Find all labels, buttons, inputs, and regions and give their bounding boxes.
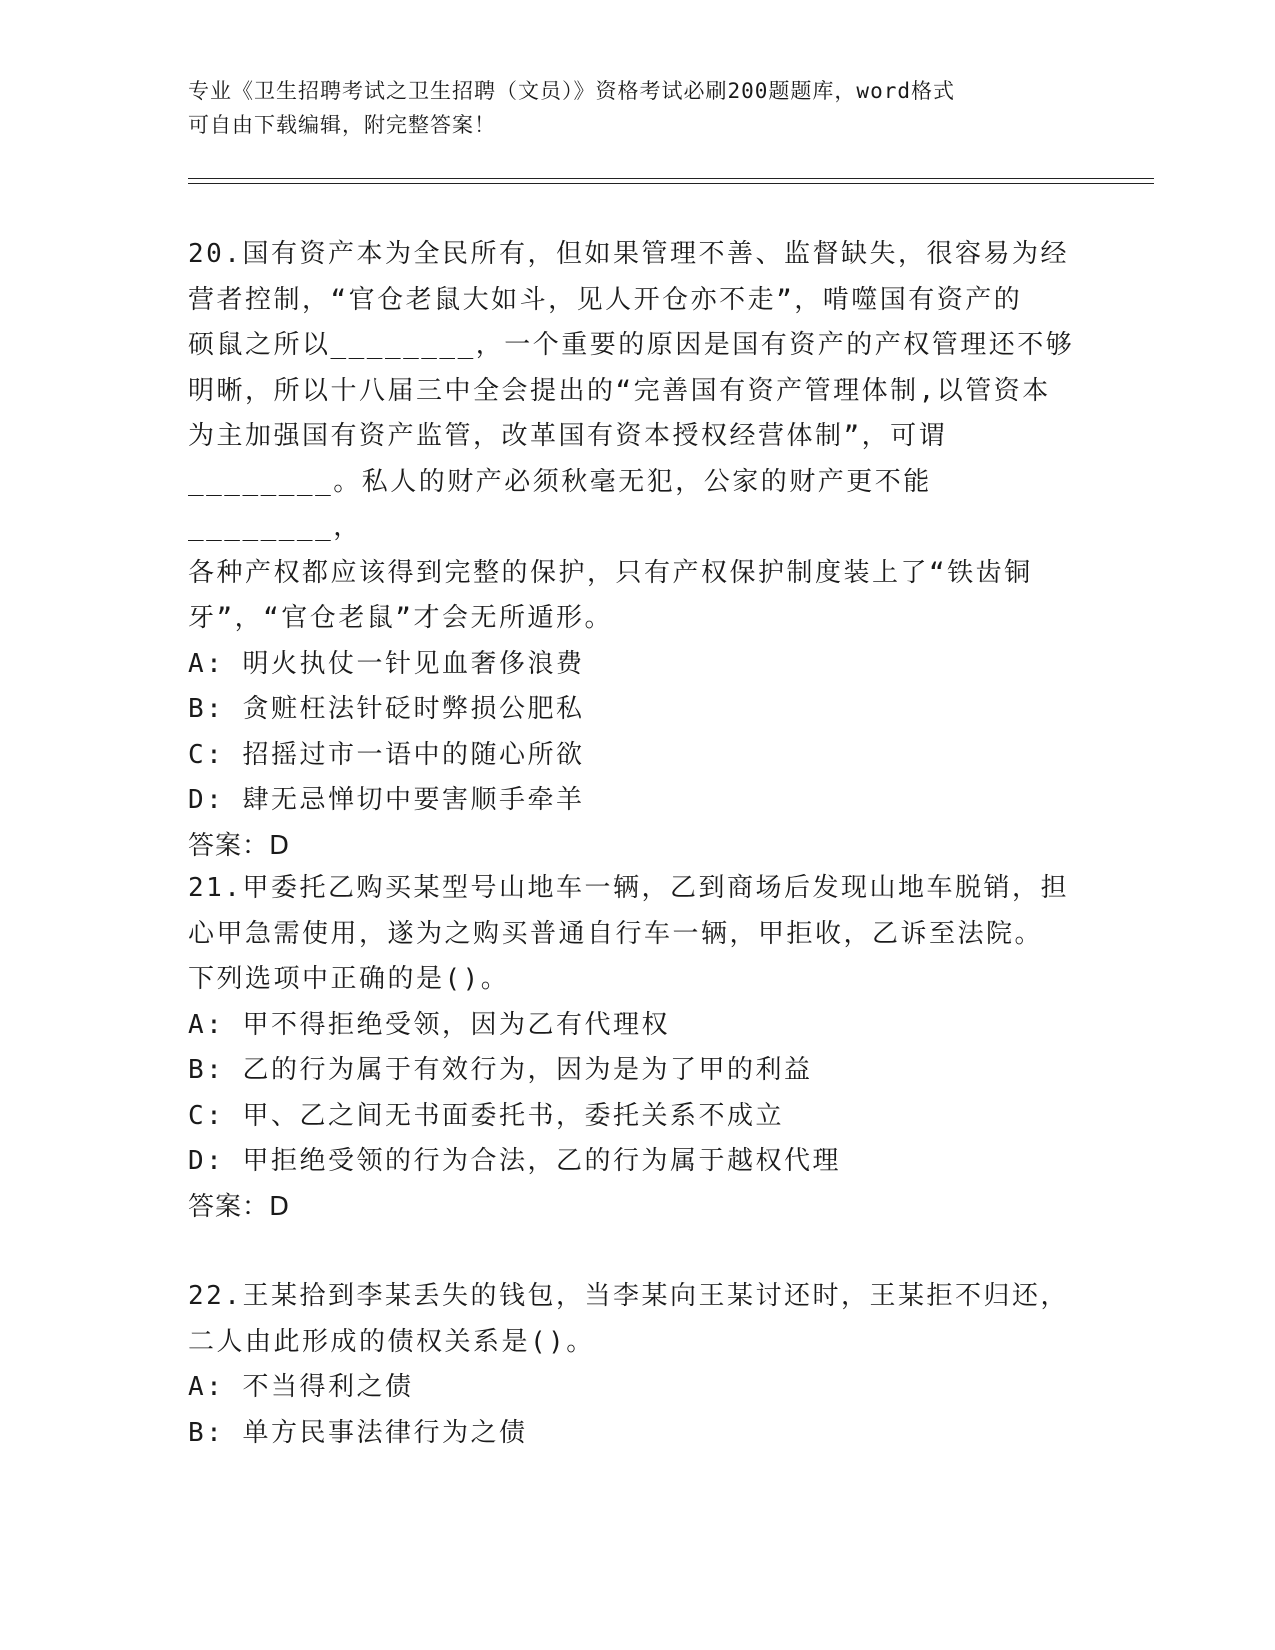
question-text-line: 为主加强国有资产监管，改革国有资本授权经营体制”，可谓 bbox=[188, 421, 948, 451]
question-text-line: 牙”，“官仓老鼠”才会无所遁形。 bbox=[188, 603, 613, 633]
header-divider-bottom bbox=[188, 183, 1154, 184]
question-text-line: 下列选项中正确的是()。 bbox=[188, 964, 510, 994]
question-text-line: 硕鼠之所以________，一个重要的原因是国有资产的产权管理还不够 bbox=[188, 330, 1075, 360]
option-b: B: 单方民事法律行为之债 bbox=[188, 1417, 528, 1448]
option-a: A: 明火执仗一针见血奢侈浪费 bbox=[188, 648, 585, 679]
answer-line: 答案：D bbox=[188, 1191, 291, 1222]
question-21 bbox=[188, 866, 1078, 1230]
header-divider-top bbox=[188, 178, 1154, 179]
option-d: D: 甲拒绝受领的行为合法，乙的行为属于越权代理 bbox=[188, 1146, 841, 1176]
option-c: C: 甲、乙之间无书面委托书，委托关系不成立 bbox=[188, 1100, 784, 1131]
option-a: A: 甲不得拒绝受领，因为乙有代理权 bbox=[188, 1009, 670, 1040]
question-22 bbox=[188, 1274, 1078, 1456]
option-b: B: 贪赃枉法针砭时弊损公肥私 bbox=[188, 694, 585, 724]
option-c: C: 招摇过市一语中的随心所欲 bbox=[188, 739, 585, 770]
question-text-line: 各种产权都应该得到完整的保护，只有产权保护制度装上了“铁齿铜 bbox=[188, 557, 1033, 588]
option-a: A: 不当得利之债 bbox=[188, 1372, 414, 1402]
header-line-2: 可自由下载编辑，附完整答案！ bbox=[188, 113, 496, 137]
option-d: D: 肆无忌惮切中要害顺手牵羊 bbox=[188, 785, 585, 815]
question-text-line: 20.国有资产本为全民所有，但如果管理不善、监督缺失，很容易为经 bbox=[188, 239, 1069, 269]
question-text-line: 二人由此形成的债权关系是()。 bbox=[188, 1326, 595, 1357]
option-b: B: 乙的行为属于有效行为，因为是为了甲的利益 bbox=[188, 1055, 813, 1085]
answer-line: 答案：D bbox=[188, 830, 291, 861]
header-line-1: 专业《卫生招聘考试之卫生招聘（文员）》资格考试必刷200题题库，word格式 bbox=[188, 79, 955, 103]
question-text-line: 21.甲委托乙购买某型号山地车一辆，乙到商场后发现山地车脱销，担 bbox=[188, 873, 1069, 903]
question-text-line: 明晰，所以十八届三中全会提出的“完善国有资产管理体制,以管资本 bbox=[188, 375, 1051, 406]
question-text-line: 心甲急需使用，遂为之购买普通自行车一辆，甲拒收，乙诉至法院。 bbox=[188, 918, 1044, 949]
question-text-line: 22.王某拾到李某丢失的钱包，当李某向王某讨还时，王某拒不归还， bbox=[188, 1281, 1069, 1311]
question-20 bbox=[188, 232, 1078, 869]
document-header bbox=[188, 74, 1068, 142]
question-text-line: ________。私人的财产必须秋毫无犯，公家的财产更不能________， bbox=[188, 466, 932, 542]
question-text-line: 营者控制，“官仓老鼠大如斗，见人开仓亦不走”，啃噬国有资产的 bbox=[188, 284, 1023, 315]
